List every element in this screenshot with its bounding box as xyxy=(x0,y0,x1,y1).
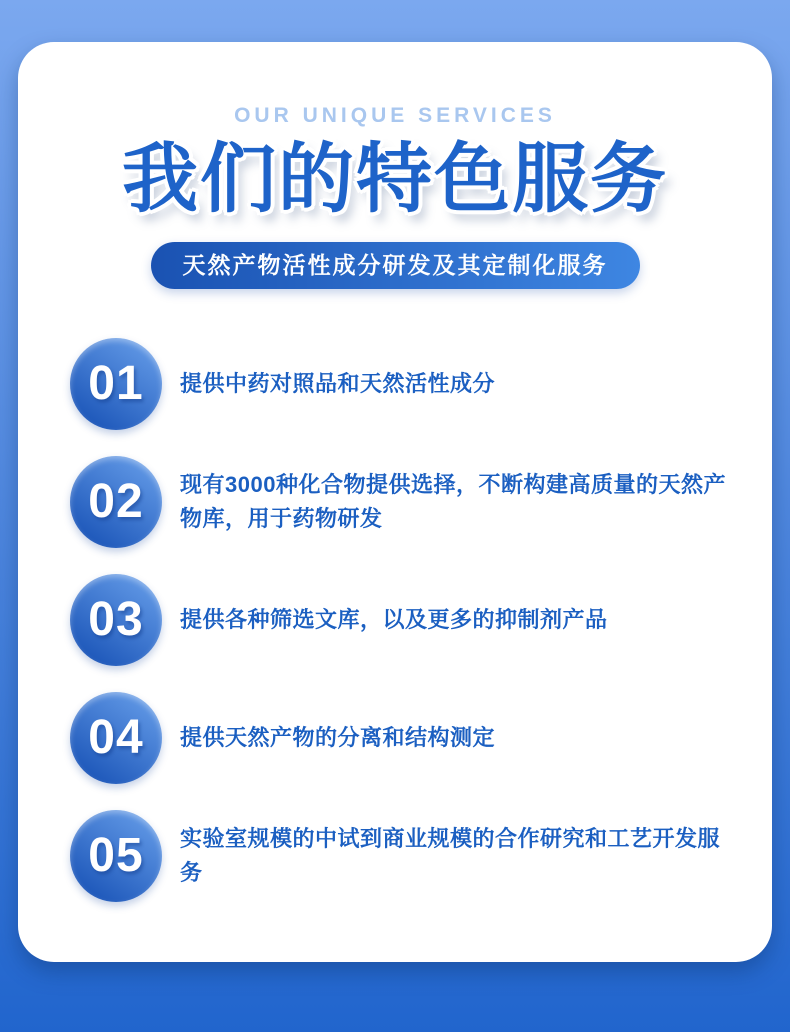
service-number-badge: 02 xyxy=(70,456,162,548)
service-text: 提供各种筛选文库，以及更多的抑制剂产品 xyxy=(180,606,608,632)
service-item xyxy=(70,810,742,902)
service-number-badge: 03 xyxy=(70,574,162,666)
service-item xyxy=(70,692,742,784)
service-item xyxy=(70,456,742,548)
service-item xyxy=(70,574,742,666)
service-text: 现有3000种化合物提供选择，不断构建高质量的天然产物库，用于药物研发 xyxy=(180,471,726,531)
eyebrow-text: OUR UNIQUE SERVICES xyxy=(234,104,556,127)
service-item xyxy=(70,338,742,430)
services-card xyxy=(18,42,772,962)
service-number-badge: 04 xyxy=(70,692,162,784)
service-text: 提供天然产物的分离和结构测定 xyxy=(180,724,496,750)
page-title: 我们的特色服务 xyxy=(122,137,668,222)
service-number-badge: 05 xyxy=(70,810,162,902)
subtitle-banner-wrap xyxy=(70,242,720,289)
service-number-badge: 01 xyxy=(70,338,162,430)
service-text: 实验室规模的中试到商业规模的合作研究和工艺开发服务 xyxy=(180,825,721,885)
service-text: 提供中药对照品和天然活性成分 xyxy=(180,370,496,396)
services-list xyxy=(70,338,742,902)
subtitle-banner: 天然产物活性成分研发及其定制化服务 xyxy=(151,242,640,289)
